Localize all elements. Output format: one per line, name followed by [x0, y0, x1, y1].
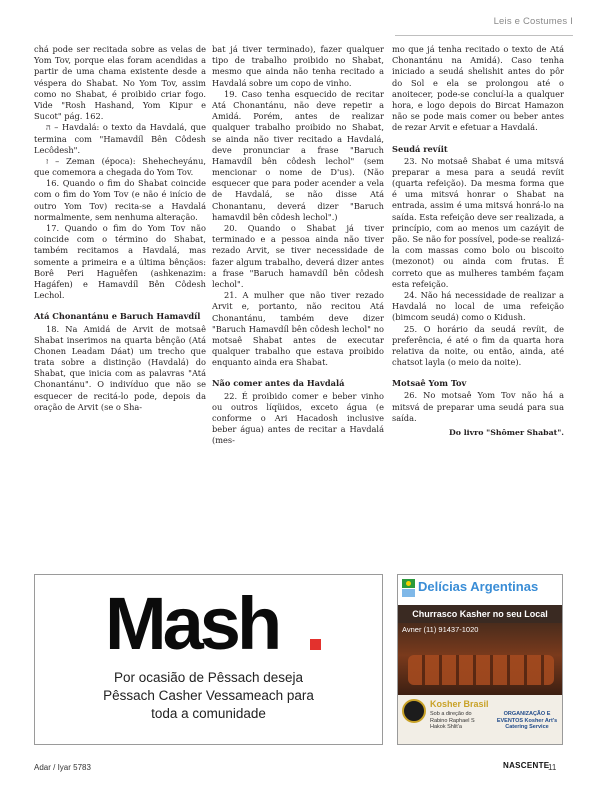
section-heading: Atá Chonantánu e Baruch Hamavdíl	[34, 311, 201, 322]
paragraph: mo que já tenha recitado o texto de Atá Chonantánu na Amidá). Caso tenha iniciado a seudá shelishit antes do pôr do Sol e ela se prolongou até o anoitecer, pode-se concluí-la a qualquer hora, e logo depois do Bircat Hamazon não se pode mais comer ou beber antes de rezar Arvit e efetuar a Havdalá.	[392, 44, 564, 133]
mash-advertisement[interactable]	[34, 574, 383, 745]
paragraph: 21. A mulher que não tiver rezado Arvit e, portanto, não recitou Atá Chonantánu, também deve dizer "Baruch Hamavdíl bên côdesh lechol" no motsaê Shabat antes de executar qualquer trabalho que estava proibido enquanto ainda era Shabat.	[212, 290, 384, 368]
kosher-supervision: Sob a direção do Rabino Raphael S Hakok Shlit'a	[430, 711, 475, 730]
mash-logo: Mash	[105, 582, 279, 665]
paragraph: ז – Zeman (época): Shehecheyánu, que comemora a chegada do Yom Tov.	[34, 155, 206, 178]
source-citation: Do livro "Shômer Shabat".	[449, 428, 564, 437]
kosher-brasil-label: Kosher Brasil	[430, 699, 489, 709]
paragraph: chá pode ser recitada sobre as velas de Yom Tov, porque elas foram acendidas a partir de uma chama existente desde a véspera do Shabat. No Yom Tov, assim como no Shabat, é proibido criar fogo. Vide "Rosh Hashand, Yom Kipur e Sucot" pág. 162.	[34, 44, 206, 122]
section-heading: Não comer antes da Havdalá	[212, 378, 345, 389]
magazine-logo: NASCENTE	[503, 761, 550, 770]
ad-brand-name: Delícias Argentinas	[418, 579, 539, 594]
section-heading: Motsaê Yom Tov	[392, 378, 467, 389]
paragraph: 18. Na Amidá de Arvit de motsaê Shabat inserimos na quarta bênção (Atá Chonen Leadam Dáat) um trecho que trata sobre a distinção (Havdalá) do Shabat, que inicia com as palavras "Atá Chonantánu". O indivíduo que não se esquecer de recitá-lo pode, depois da oração de Arvit (se o Sha-	[34, 323, 206, 412]
paragraph: bat já tiver terminado), fazer qualquer tipo de trabalho proibido no Shabat, mesmo que ainda não tenha recitado a Havdalá sobre um copo de vinho.	[212, 44, 384, 88]
paragraph: 22. É proibido comer e beber vinho ou outros líqüidos, exceto água (e conforme o Ari Hacadosh inclusive beber água) antes de recitar a Havdalá (mes-	[212, 390, 384, 446]
issue-date: Adar / Iyar 5783	[34, 763, 91, 772]
brazil-flag-icon	[402, 579, 415, 588]
hebrew-letter: ז	[46, 155, 49, 166]
ad-greeting: Por ocasião de Pêssach deseja Pêssach Casher Vessameach para toda a comunidade	[103, 670, 314, 721]
section-header: Leis e Costumes I	[493, 16, 573, 27]
text-column-3	[392, 44, 564, 438]
paragraph: 24. Não há necessidade de realizar a Havdalá no local de uma refeição (bimcom seudá) como o Kidush.	[392, 289, 564, 323]
paragraph: 25. O horário da seudá revíit, de preferência, é até o fim da quarta hora relativa da noite, ou então, ainda, até chatsot layla (o meio da noite).	[392, 323, 564, 368]
logo-dot-icon	[310, 639, 321, 650]
paragraph: 20. Quando o Shabat já tiver terminado e a pessoa ainda não tiver rezado Arvit, se tiver necessidade de fazer algum trabalho, deverá dizer antes a frase "Baruch hamavdíl bên côdesh lechol".	[212, 223, 384, 289]
hebrew-letter: ה	[46, 122, 51, 133]
kosher-seal-icon	[402, 699, 426, 723]
section-heading: Seudá revíit	[392, 143, 448, 154]
grill-meat-image	[408, 655, 554, 685]
header-divider	[395, 35, 573, 36]
paragraph: 26. No motsaê Yom Tov não há a mitsvá de preparar uma seudá para sua saída.	[392, 390, 564, 423]
paragraph: ה – Havdalá: o texto da Havdalá, que termina com "Hamavdíl Bên Côdesh Lecôdesh".	[34, 122, 206, 155]
text-column-1	[34, 44, 206, 413]
ad-phone: Avner (11) 91437-1020	[402, 625, 479, 634]
text-column-2	[212, 44, 384, 447]
paragraph: 23. No motsaê Shabat é uma mitsvá preparar a mesa para a seudá revíit (quarta refeição). Da mesma forma que é uma mitsvá honrar o Shabat na entrada, assim é uma mitsvá honrá-lo na saída. Esta refeição deve ser realizada, a princípio, com ao menos um cazáyit de pão. Se não for possível, pode-se realizá-la com massas como bolo ou biscoito (mezonot) ou ainda com frutas. É correto que as mulheres também façam esta refeição.	[392, 155, 564, 289]
argentina-flag-icon	[402, 589, 415, 597]
paragraph: 17. Quando o fim do Yom Tov não coincide com o término do Shabat, também recitamos a Havdalá, mas somente a primeira e a última bênçãos: Borê Peri Haguêfen (ashkenazim: Hagáfen) e Hamavdíl Bên Côdesh Lechol.	[34, 223, 206, 301]
ad-subtitle: Churrasco Kasher no seu Local	[398, 605, 562, 623]
paragraph: 19. Caso tenha esquecido de recitar Atá Chonantánu, não deve repetir a Amidá. Porém, antes de realizar qualquer trabalho proibido no Shabat, se ainda não tiver recitado a Havdalá, deve pronunciar a frase "Baruch Hamavdíl bên côdesh lechol" (sem mencionar o nome de D'us). (Não esquecer que para poder acender a vela de Havdalá, se não disse Atá Chonantanu, deverá dizer "Baruch hamavdil bên côdesh lechol".)	[212, 88, 384, 222]
paragraph: 16. Quando o fim do Shabat coincide com o fim do Yom Tov (e não é início de outro Yom Tov) recita-se a Havdalá normalmente, sem nenhuma alteração.	[34, 178, 206, 222]
catering-service: ORGANIZAÇÃO E EVENTOS Kosher Art's Catering Service	[496, 711, 558, 730]
delicias-argentinas-advertisement[interactable]	[397, 574, 563, 745]
page-number: 11	[548, 763, 557, 772]
